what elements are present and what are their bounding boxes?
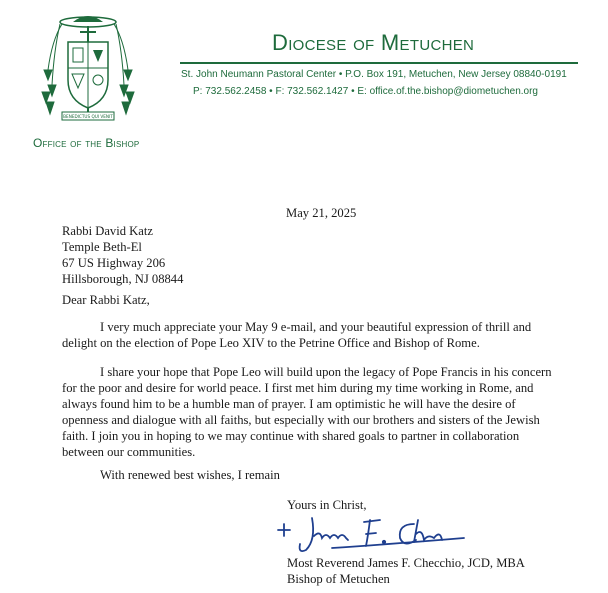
handwritten-signature	[272, 510, 472, 560]
paragraph-line: for the poor and desire for world peace. I first met him during my time working in Rome, and	[62, 381, 534, 395]
diocese-crest	[38, 10, 138, 135]
paragraph-1	[62, 319, 531, 351]
signer-name: Most Reverend James F. Checchio, JCD, MBA	[287, 556, 525, 570]
valediction: Yours in Christ,	[287, 498, 367, 512]
paragraph-line: delight on the election of Pope Leo XIV to the Petrine Office and Bishop of Rome.	[62, 336, 480, 350]
paragraph-line: I share your hope that Pope Leo will build upon the legacy of Pope Francis in his concern	[100, 365, 552, 379]
paragraph-2	[62, 364, 552, 460]
recipient-address	[62, 223, 183, 287]
recipient-line: Temple Beth-El	[62, 240, 142, 254]
crest-motto: BENEDICTUS QUI VENIT	[63, 114, 113, 119]
paragraph-line: faith. I join you in hoping to we may continue with shared goals to partner in collaboration	[62, 429, 520, 443]
recipient-line: Hillsborough, NJ 08844	[62, 272, 184, 286]
letterhead-title: Diocese of Metuchen	[272, 30, 475, 55]
signer-block	[287, 555, 525, 587]
letterhead-rule	[180, 62, 578, 64]
letterhead-address: St. John Neumann Pastoral Center • P.O. Box 191, Metuchen, New Jersey 08840-0191	[181, 69, 567, 80]
office-of-bishop: Office of the Bishop	[33, 136, 140, 150]
letter-date: May 21, 2025	[286, 206, 357, 220]
paragraph-line: always found him to be a humble man of prayer. I am optimistic he will have the desire of	[62, 397, 516, 411]
recipient-line: Rabbi David Katz	[62, 224, 153, 238]
signer-title: Bishop of Metuchen	[287, 572, 390, 586]
paragraph-line: I very much appreciate your May 9 e-mail, and your beautiful expression of thrill and	[100, 320, 532, 334]
salutation: Dear Rabbi Katz,	[62, 293, 150, 307]
recipient-line: 67 US Highway 206	[62, 256, 166, 270]
paragraph-line: openness and dialogue with all faiths, but especially with our brothers and sisters of the Jewish	[62, 413, 540, 427]
closing-line: With renewed best wishes, I remain	[100, 468, 280, 482]
paragraph-line: between our communities.	[62, 445, 196, 459]
letterhead-contact: P: 732.562.2458 • F: 732.562.1427 • E: office.of.the.bishop@diometuchen.org	[193, 86, 538, 97]
